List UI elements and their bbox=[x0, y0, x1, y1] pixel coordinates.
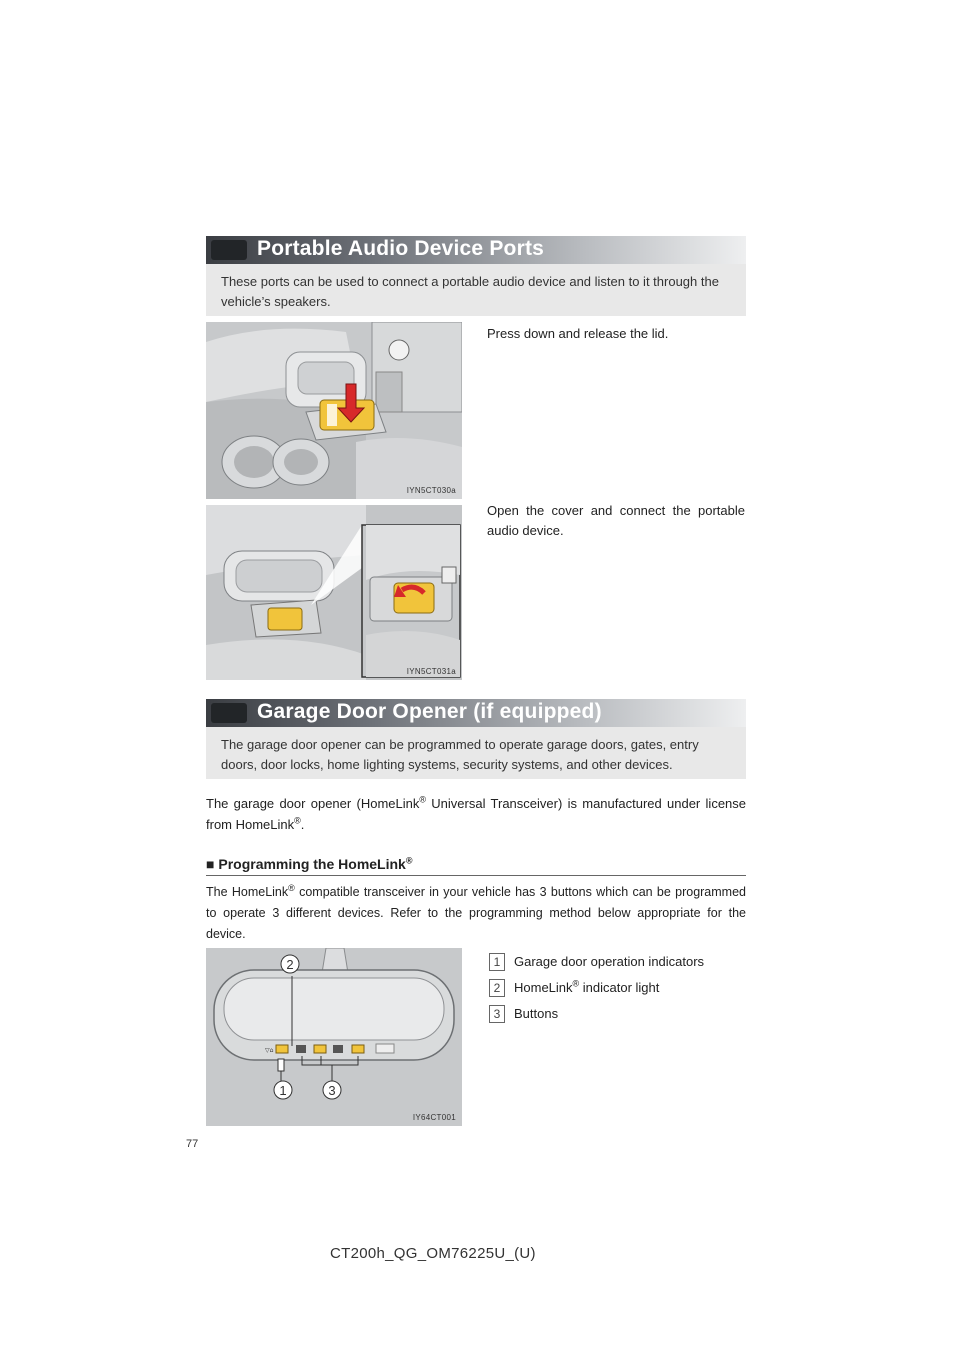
registered-mark: ® bbox=[294, 815, 301, 826]
photo-open-cover bbox=[206, 505, 462, 680]
programming-paragraph bbox=[206, 882, 746, 945]
section-tab-marker bbox=[211, 703, 247, 723]
photo-press-lid bbox=[206, 322, 462, 499]
callout-1: 1 bbox=[279, 1083, 287, 1098]
svg-text:▽⌂: ▽⌂ bbox=[265, 1047, 274, 1054]
para-text: compatible transceiver in your vehicle has 3 buttons which can be programmed to operate 3 different devices. Refer to the programming method below appropriate for the device. bbox=[206, 885, 746, 941]
legend-number: 1 bbox=[489, 953, 505, 971]
callout-2: 2 bbox=[286, 957, 294, 972]
registered-mark: ® bbox=[419, 794, 427, 805]
para-text: Universal Transceiver) is manufactured under license from HomeLink bbox=[206, 796, 747, 832]
mirror-illustration bbox=[206, 948, 462, 1126]
section-title-audio: Portable Audio Device Ports bbox=[257, 237, 545, 260]
intro-box-audio: These ports can be used to connect a portable audio device and listen to it through the vehicle’s speakers. bbox=[206, 264, 746, 316]
para-text: . bbox=[300, 817, 305, 832]
homelink-license-paragraph bbox=[206, 793, 746, 835]
para-text: The garage door opener (HomeLink bbox=[206, 796, 420, 811]
legend-number: 2 bbox=[489, 979, 505, 997]
para-text: The HomeLink bbox=[206, 885, 289, 899]
section-header-audio bbox=[206, 236, 746, 264]
legend-label bbox=[514, 980, 659, 995]
subheading-text: Programming the HomeLink bbox=[218, 856, 406, 872]
legend-label: Buttons bbox=[514, 1006, 559, 1021]
caption-step1: Press down and release the lid. bbox=[487, 326, 669, 341]
legend-number: 3 bbox=[489, 1005, 505, 1023]
bullet-square-icon: ■ bbox=[206, 856, 215, 872]
image-code: IYN5CT031a bbox=[406, 667, 456, 676]
intro-box-garage: The garage door opener can be programmed to operate garage doors, gates, entry doors, door locks, home lighting systems, security systems, and other devices. bbox=[206, 727, 746, 779]
registered-mark: ® bbox=[572, 978, 580, 989]
legend-label: Garage door operation indicators bbox=[514, 954, 705, 969]
legend-text: indicator light bbox=[579, 980, 660, 995]
registered-mark: ® bbox=[405, 855, 413, 866]
section-tab-marker bbox=[211, 240, 247, 260]
page-number: 77 bbox=[186, 1138, 199, 1150]
image-code: IYN5CT030a bbox=[406, 486, 456, 495]
section-title-garage: Garage Door Opener (if equipped) bbox=[257, 700, 602, 723]
callout-3: 3 bbox=[328, 1083, 336, 1098]
image-code: IY64CT001 bbox=[412, 1113, 456, 1122]
registered-mark: ® bbox=[288, 882, 295, 893]
document-footer: CT200h_QG_OM76225U_(U) bbox=[330, 1245, 536, 1262]
subheading-programming bbox=[206, 856, 746, 876]
legend-text: HomeLink bbox=[514, 980, 573, 995]
section-header-garage bbox=[206, 699, 746, 727]
caption-step2: Open the cover and connect the portable audio device. bbox=[487, 503, 745, 538]
